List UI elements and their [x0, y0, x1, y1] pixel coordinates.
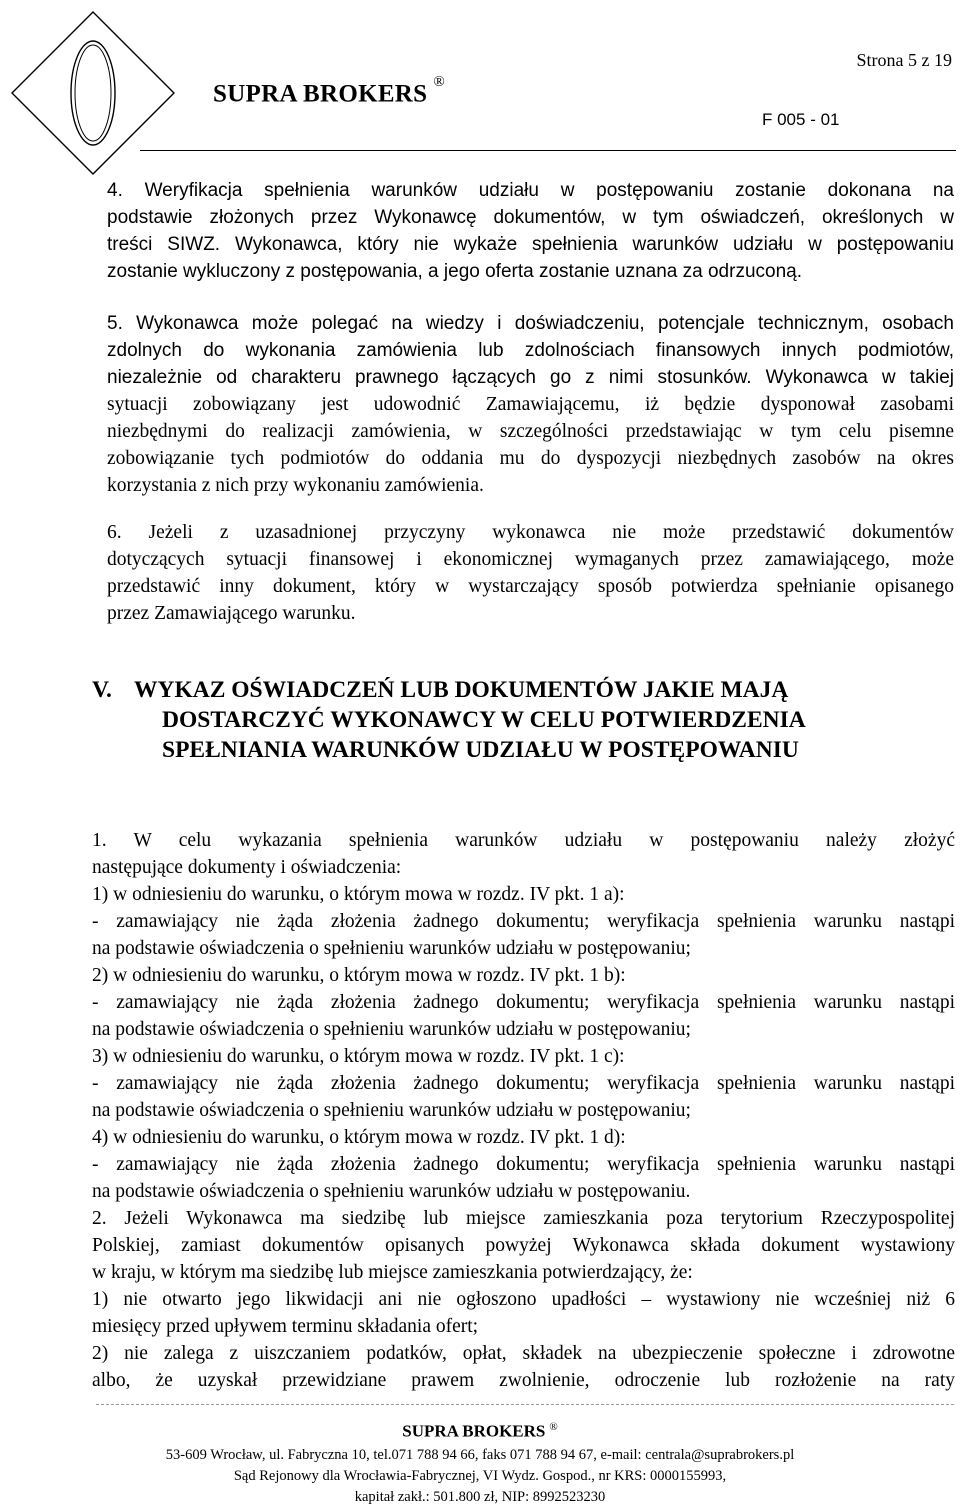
text-line: treści SIWZ. Wykonawca, który nie wykaże spełnienia warunków udziału w postępowaniu [107, 234, 954, 255]
list-line: - zamawiający nie żąda złożenia żadnego dokumentu; weryfikacja spełnienia warunku nastąpi [92, 992, 955, 1013]
list-line: na podstawie oświadczenia o spełnieniu warunków udziału w postępowaniu. [92, 1181, 691, 1202]
text-line: 4. Weryfikacja spełnienia warunków udziału w postępowaniu zostanie dokonana na [107, 180, 954, 201]
section-number: V. [92, 677, 112, 703]
list-line: 2) w odniesieniu do warunku, o którym mowa w rozdz. IV pkt. 1 b): [92, 965, 626, 986]
text-line: korzystania z nich przy wykonaniu zamówienia. [107, 475, 484, 496]
section-title-line: WYKAZ OŚWIADCZEŃ LUB DOKUMENTÓW JAKIE MAJĄ [134, 677, 789, 703]
footer-divider [96, 1404, 954, 1405]
section-title [134, 675, 952, 765]
paragraph-5 [107, 310, 954, 499]
list-line: na podstawie oświadczenia o spełnieniu warunków udziału w postępowaniu; [92, 1100, 691, 1121]
text-line: zdolnych do wykonania zamówienia lub zdolnościach finansowych innych podmiotów, [107, 340, 954, 361]
list-line: 2) nie zalega z uiszczaniem podatków, opłat, składek na ubezpieczenie społeczne i zdrowotne [92, 1343, 955, 1364]
text-line: niezbędnymi do realizacji zamówienia, w szczególności przedstawiając w tym celu pisemne [107, 421, 954, 442]
header-divider [140, 150, 956, 151]
list-line: następujące dokumenty i oświadczenia: [92, 857, 402, 878]
company-logo [8, 8, 178, 178]
footer-address: 53-609 Wrocław, ul. Fabryczna 10, tel.071 788 94 66, faks 071 788 94 67, e-mail: centrala@suprabrokers.pl [165, 1447, 795, 1463]
list-line: - zamawiający nie żąda złożenia żadnego dokumentu; weryfikacja spełnienia warunku nastąpi [92, 1154, 955, 1175]
text-line: dotyczących sytuacji finansowej i ekonomicznej wymaganych przez zamawiającego, może [107, 549, 954, 570]
text-line: 5. Wykonawca może polegać na wiedzy i doświadczeniu, potencjale technicznym, osobach [107, 313, 954, 334]
list-line: albo, że uzyskał przewidziane prawem zwolnienie, odroczenie lub rozłożenie na raty [92, 1370, 955, 1391]
list-line: 4) w odniesieniu do warunku, o którym mowa w rozdz. IV pkt. 1 d): [92, 1127, 626, 1148]
footer-brand [0, 1421, 960, 1442]
list-line: miesięcy przed upływem terminu składania ofert; [92, 1316, 479, 1337]
page-number: Strona 5 z 19 [856, 50, 952, 70]
registered-mark: ® [433, 74, 446, 90]
section-title-line: SPEŁNIANIA WARUNKÓW UDZIAŁU W POSTĘPOWANIU [162, 737, 799, 763]
footer-brand-text: SUPRA BROKERS [402, 1421, 546, 1441]
text-line: zobowiązanie tych podmiotów do oddania mu do dyspozycji niezbędnych zasobów na okres [107, 448, 954, 469]
list-line: na podstawie oświadczenia o spełnieniu warunków udziału w postępowaniu; [92, 938, 691, 959]
paragraph-6 [107, 519, 954, 627]
footer-registered-mark: ® [549, 1421, 558, 1433]
list-line: Polskiej, zamiast dokumentów opisanych powyżej Wykonawca składa dokument wystawiony [92, 1235, 955, 1256]
text-line: zostanie wykluczony z postępowania, a jego oferta zostanie uznana za odrzuconą. [107, 261, 802, 282]
list-line: 3) w odniesieniu do warunku, o którym mowa w rozdz. IV pkt. 1 c): [92, 1046, 625, 1067]
footer-court-registration: Sąd Rejonowy dla Wrocławia-Fabrycznej, VI Wydz. Gospod., nr KRS: 0000155993, [233, 1468, 727, 1484]
text-line: niezależnie od charakteru prawnego łączących go z nimi stosunków. Wykonawca w takiej [107, 367, 954, 388]
form-code: F 005 - 01 [762, 110, 840, 129]
text-line: sytuacji zobowiązany jest udowodnić Zamawiającemu, iż będzie dysponował zasobami [107, 394, 954, 415]
list-line: 1) nie otwarto jego likwidacji ani nie ogłoszono upadłości – wystawiony nie wcześniej niż 6 [92, 1289, 955, 1310]
list-line: na podstawie oświadczenia o spełnieniu warunków udziału w postępowaniu; [92, 1019, 691, 1040]
list-line: - zamawiający nie żąda złożenia żadnego dokumentu; weryfikacja spełnienia warunku nastąpi [92, 911, 955, 932]
footer-capital: kapitał zakł.: 501.800 zł, NIP: 8992523230 [354, 1489, 606, 1505]
text-line: przedstawić inny dokument, który w wystarczający sposób potwierdza spełnianie opisanego [107, 576, 954, 597]
text-line: 6. Jeżeli z uzasadnionej przyczyny wykonawca nie może przedstawić dokumentów [107, 522, 954, 543]
list-line: 2. Jeżeli Wykonawca ma siedzibę lub miejsce zamieszkania poza terytorium Rzeczypospolitej [92, 1208, 955, 1229]
list-line: 1. W celu wykazania spełnienia warunków udziału w postępowaniu należy złożyć [92, 830, 955, 851]
list-line: 1) w odniesieniu do warunku, o którym mowa w rozdz. IV pkt. 1 a): [92, 884, 625, 905]
brand-name [213, 74, 446, 108]
list-line: - zamawiający nie żąda złożenia żadnego dokumentu; weryfikacja spełnienia warunku nastąpi [92, 1073, 955, 1094]
paragraph-4 [107, 177, 954, 285]
list-line: w kraju, w którym ma siedzibę lub miejsce zamieszkania potwierdzający, że: [92, 1262, 693, 1283]
text-line: podstawie złożonych przez Wykonawcę dokumentów, w tym oświadczeń, określonych w [107, 207, 954, 228]
requirements-list [92, 827, 955, 1394]
brand-text: SUPRA BROKERS [213, 80, 428, 108]
section-title-line: DOSTARCZYĆ WYKONAWCY W CELU POTWIERDZENIA [162, 707, 806, 733]
text-line: przez Zamawiającego warunku. [107, 603, 356, 624]
